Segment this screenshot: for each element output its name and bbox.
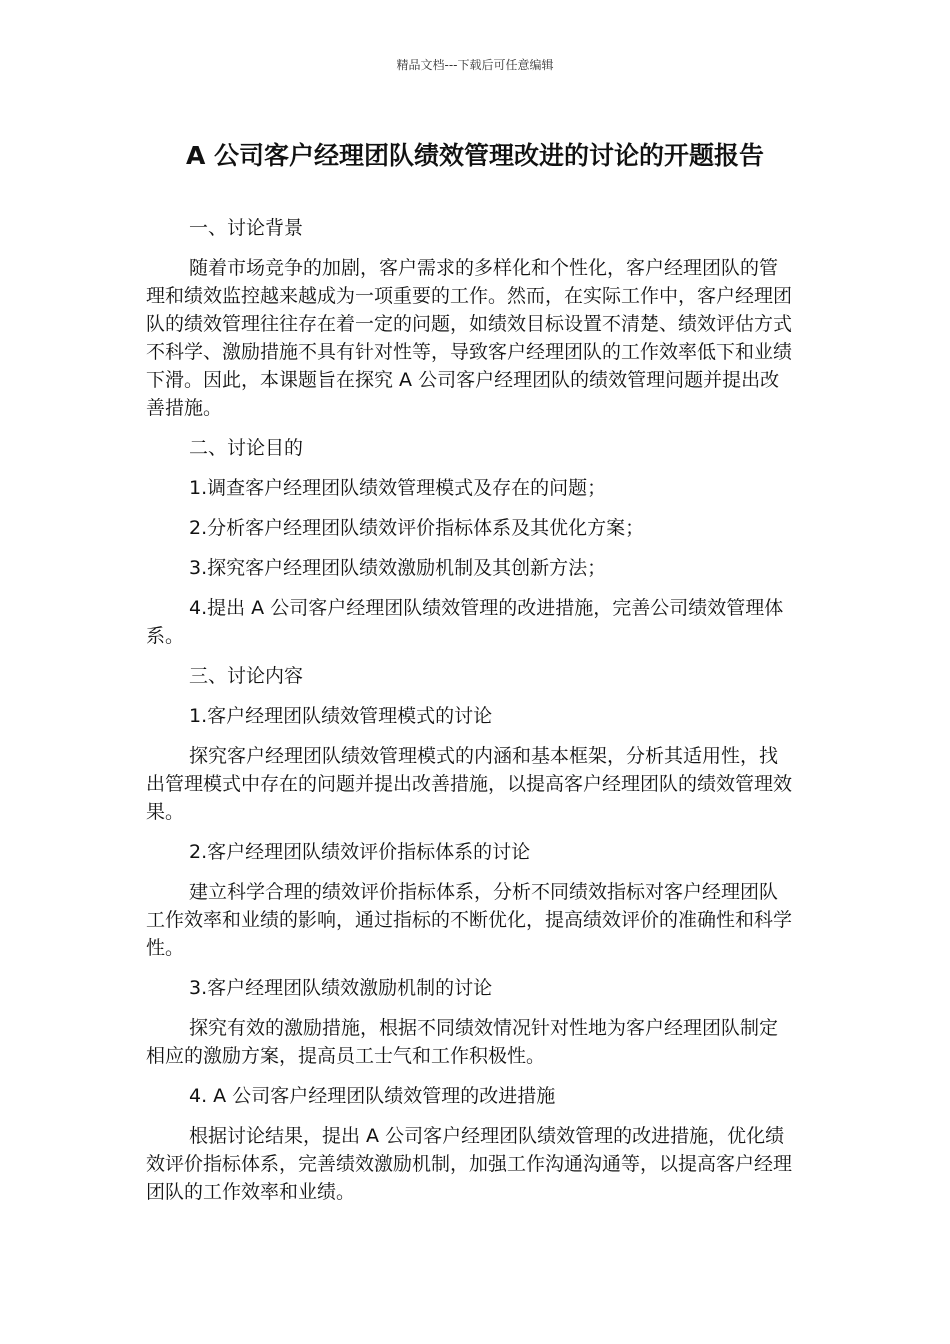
content-paragraph-4: 根据讨论结果，提出 A 公司客户经理团队绩效管理的改进措施，优化绩效评价指标体系，完善绩效激励机制，加强工作沟通沟通等，以提高客户经理团队的工作效率和业绩。 bbox=[146, 1125, 793, 1203]
background-paragraph: 随着市场竞争的加剧，客户需求的多样化和个性化，客户经理团队的管理和绩效监控越来越成为一项重要的工作。然而，在实际工作中，客户经理团队的绩效管理往往存在着一定的问题，如绩效目标设置不清楚、绩效评估方式不科学、激励措施不具有针对性等，导致客户经理团队的工作效率低下和业绩下滑。因此，本课题旨在探究 A 公司客户经理团队的绩效管理问题并提出改善措施。 bbox=[146, 257, 793, 419]
content-subheading-2: 2.客户经理团队绩效评价指标体系的讨论 bbox=[189, 841, 531, 863]
purpose-item-4: 4.提出 A 公司客户经理团队绩效管理的改进措施，完善公司绩效管理体系。 bbox=[146, 597, 784, 647]
document-body bbox=[146, 214, 796, 1218]
section-heading-background: 一、讨论背景 bbox=[189, 217, 304, 239]
section-heading-content: 三、讨论内容 bbox=[189, 665, 304, 687]
content-subheading-4: 4. A 公司客户经理团队绩效管理的改进措施 bbox=[189, 1085, 556, 1107]
content-paragraph-3: 探究有效的激励措施，根据不同绩效情况针对性地为客户经理团队制定相应的激励方案，提高员工士气和工作积极性。 bbox=[146, 1017, 779, 1067]
purpose-item-1: 1.调查客户经理团队绩效管理模式及存在的问题； bbox=[189, 477, 607, 499]
content-paragraph-2: 建立科学合理的绩效评价指标体系，分析不同绩效指标对客户经理团队工作效率和业绩的影响，通过指标的不断优化，提高绩效评价的准确性和科学性。 bbox=[146, 881, 793, 959]
content-subheading-3: 3.客户经理团队绩效激励机制的讨论 bbox=[189, 977, 493, 999]
header-note: 精品文档---下载后可任意编辑 bbox=[396, 58, 554, 72]
content-subheading-1: 1.客户经理团队绩效管理模式的讨论 bbox=[189, 705, 493, 727]
document-title: A 公司客户经理团队绩效管理改进的讨论的开题报告 bbox=[185, 141, 765, 170]
purpose-item-2: 2.分析客户经理团队绩效评价指标体系及其优化方案； bbox=[189, 517, 645, 539]
section-heading-purpose: 二、讨论目的 bbox=[189, 437, 304, 459]
content-paragraph-1: 探究客户经理团队绩效管理模式的内涵和基本框架，分析其适用性，找出管理模式中存在的问题并提出改善措施，以提高客户经理团队的绩效管理效果。 bbox=[146, 745, 793, 823]
purpose-item-3: 3.探究客户经理团队绩效激励机制及其创新方法； bbox=[189, 557, 607, 579]
